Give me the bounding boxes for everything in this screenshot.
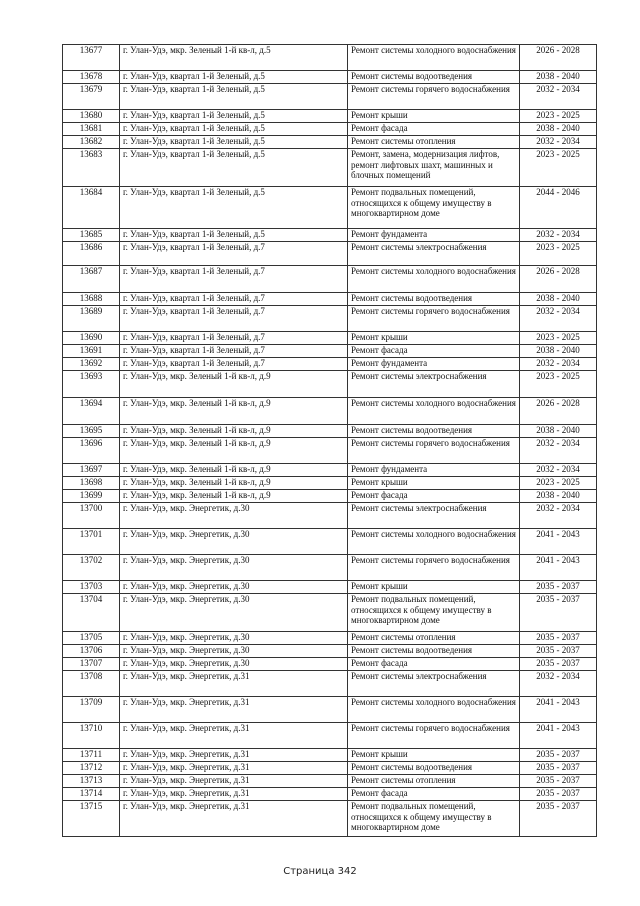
row-address: г. Улан-Удэ, квартал 1-й Зеленый, д.5 bbox=[120, 149, 348, 187]
row-number: 13708 bbox=[63, 671, 120, 697]
table-row bbox=[63, 229, 597, 242]
table-row bbox=[63, 110, 597, 123]
repair-schedule-table bbox=[62, 44, 597, 837]
row-number: 13697 bbox=[63, 464, 120, 477]
table-row bbox=[63, 345, 597, 358]
table-row bbox=[63, 266, 597, 293]
row-number: 13694 bbox=[63, 398, 120, 425]
row-number: 13706 bbox=[63, 645, 120, 658]
table-row bbox=[63, 242, 597, 266]
row-work-type: Ремонт системы отопления bbox=[348, 136, 520, 149]
row-address: г. Улан-Удэ, мкр. Зеленый 1-й кв-л, д.9 bbox=[120, 477, 348, 490]
row-address: г. Улан-Удэ, квартал 1-й Зеленый, д.7 bbox=[120, 266, 348, 293]
row-address: г. Улан-Удэ, квартал 1-й Зеленый, д.7 bbox=[120, 293, 348, 306]
row-period: 2032 - 2034 bbox=[520, 438, 597, 464]
row-work-type: Ремонт фасада bbox=[348, 658, 520, 671]
row-number: 13695 bbox=[63, 425, 120, 438]
table-row bbox=[63, 594, 597, 632]
row-number: 13703 bbox=[63, 581, 120, 594]
row-address: г. Улан-Удэ, квартал 1-й Зеленый, д.7 bbox=[120, 242, 348, 266]
row-work-type: Ремонт фасада bbox=[348, 123, 520, 136]
row-work-type: Ремонт системы электроснабжения bbox=[348, 671, 520, 697]
table-row bbox=[63, 490, 597, 503]
row-work-type: Ремонт системы водоотведения bbox=[348, 71, 520, 84]
table-row bbox=[63, 45, 597, 71]
row-number: 13681 bbox=[63, 123, 120, 136]
row-number: 13715 bbox=[63, 801, 120, 837]
row-number: 13692 bbox=[63, 358, 120, 371]
table-body bbox=[63, 45, 597, 837]
row-period: 2035 - 2037 bbox=[520, 801, 597, 837]
row-number: 13685 bbox=[63, 229, 120, 242]
row-address: г. Улан-Удэ, мкр. Зеленый 1-й кв-л, д.9 bbox=[120, 371, 348, 398]
row-work-type: Ремонт фасада bbox=[348, 345, 520, 358]
row-work-type: Ремонт подвальных помещений, относящихся к общему имуществу в многоквартирном доме bbox=[348, 801, 520, 837]
row-address: г. Улан-Удэ, мкр. Зеленый 1-й кв-л, д.5 bbox=[120, 45, 348, 71]
row-period: 2023 - 2025 bbox=[520, 242, 597, 266]
row-work-type: Ремонт фундамента bbox=[348, 229, 520, 242]
row-period: 2032 - 2034 bbox=[520, 306, 597, 332]
row-period: 2035 - 2037 bbox=[520, 632, 597, 645]
row-work-type: Ремонт системы холодного водоснабжения bbox=[348, 266, 520, 293]
row-period: 2026 - 2028 bbox=[520, 45, 597, 71]
row-address: г. Улан-Удэ, квартал 1-й Зеленый, д.5 bbox=[120, 187, 348, 229]
row-number: 13693 bbox=[63, 371, 120, 398]
row-number: 13687 bbox=[63, 266, 120, 293]
row-period: 2023 - 2025 bbox=[520, 477, 597, 490]
row-number: 13690 bbox=[63, 332, 120, 345]
row-number: 13699 bbox=[63, 490, 120, 503]
table-row bbox=[63, 464, 597, 477]
repair-schedule-table-wrapper bbox=[62, 44, 588, 837]
row-work-type: Ремонт фундамента bbox=[348, 358, 520, 371]
row-address: г. Улан-Удэ, квартал 1-й Зеленый, д.7 bbox=[120, 358, 348, 371]
table-row bbox=[63, 84, 597, 110]
row-number: 13686 bbox=[63, 242, 120, 266]
row-period: 2032 - 2034 bbox=[520, 84, 597, 110]
row-address: г. Улан-Удэ, квартал 1-й Зеленый, д.5 bbox=[120, 71, 348, 84]
row-address: г. Улан-Удэ, мкр. Энергетик, д.31 bbox=[120, 723, 348, 749]
table-row bbox=[63, 762, 597, 775]
row-number: 13707 bbox=[63, 658, 120, 671]
table-row bbox=[63, 358, 597, 371]
row-address: г. Улан-Удэ, мкр. Энергетик, д.30 bbox=[120, 503, 348, 529]
row-address: г. Улан-Удэ, квартал 1-й Зеленый, д.5 bbox=[120, 229, 348, 242]
row-number: 13688 bbox=[63, 293, 120, 306]
row-address: г. Улан-Удэ, мкр. Энергетик, д.30 bbox=[120, 645, 348, 658]
row-address: г. Улан-Удэ, квартал 1-й Зеленый, д.5 bbox=[120, 110, 348, 123]
row-address: г. Улан-Удэ, мкр. Энергетик, д.31 bbox=[120, 671, 348, 697]
row-work-type: Ремонт фасада bbox=[348, 788, 520, 801]
table-row bbox=[63, 293, 597, 306]
table-row bbox=[63, 187, 597, 229]
row-address: г. Улан-Удэ, мкр. Зеленый 1-й кв-л, д.9 bbox=[120, 425, 348, 438]
row-number: 13700 bbox=[63, 503, 120, 529]
row-period: 2041 - 2043 bbox=[520, 697, 597, 723]
row-period: 2038 - 2040 bbox=[520, 123, 597, 136]
row-address: г. Улан-Удэ, квартал 1-й Зеленый, д.5 bbox=[120, 136, 348, 149]
row-address: г. Улан-Удэ, мкр. Энергетик, д.30 bbox=[120, 658, 348, 671]
row-period: 2038 - 2040 bbox=[520, 293, 597, 306]
table-row bbox=[63, 723, 597, 749]
table-row bbox=[63, 581, 597, 594]
row-number: 13704 bbox=[63, 594, 120, 632]
row-number: 13714 bbox=[63, 788, 120, 801]
row-address: г. Улан-Удэ, мкр. Энергетик, д.31 bbox=[120, 697, 348, 723]
row-address: г. Улан-Удэ, мкр. Энергетик, д.31 bbox=[120, 788, 348, 801]
row-period: 2023 - 2025 bbox=[520, 371, 597, 398]
row-address: г. Улан-Удэ, квартал 1-й Зеленый, д.5 bbox=[120, 84, 348, 110]
row-number: 13684 bbox=[63, 187, 120, 229]
row-work-type: Ремонт фасада bbox=[348, 490, 520, 503]
row-number: 13678 bbox=[63, 71, 120, 84]
row-work-type: Ремонт системы электроснабжения bbox=[348, 371, 520, 398]
row-work-type: Ремонт системы отопления bbox=[348, 775, 520, 788]
table-row bbox=[63, 477, 597, 490]
row-period: 2044 - 2046 bbox=[520, 187, 597, 229]
row-period: 2032 - 2034 bbox=[520, 358, 597, 371]
table-row bbox=[63, 438, 597, 464]
row-period: 2041 - 2043 bbox=[520, 555, 597, 581]
row-address: г. Улан-Удэ, мкр. Энергетик, д.31 bbox=[120, 775, 348, 788]
row-work-type: Ремонт системы водоотведения bbox=[348, 762, 520, 775]
row-number: 13713 bbox=[63, 775, 120, 788]
row-work-type: Ремонт подвальных помещений, относящихся к общему имуществу в многоквартирном доме bbox=[348, 187, 520, 229]
row-period: 2035 - 2037 bbox=[520, 645, 597, 658]
table-row bbox=[63, 306, 597, 332]
row-period: 2032 - 2034 bbox=[520, 136, 597, 149]
row-work-type: Ремонт системы холодного водоснабжения bbox=[348, 398, 520, 425]
row-work-type: Ремонт крыши bbox=[348, 749, 520, 762]
row-period: 2038 - 2040 bbox=[520, 345, 597, 358]
table-row bbox=[63, 503, 597, 529]
table-row bbox=[63, 425, 597, 438]
table-row bbox=[63, 136, 597, 149]
row-address: г. Улан-Удэ, мкр. Зеленый 1-й кв-л, д.9 bbox=[120, 438, 348, 464]
row-period: 2035 - 2037 bbox=[520, 749, 597, 762]
row-address: г. Улан-Удэ, мкр. Зеленый 1-й кв-л, д.9 bbox=[120, 490, 348, 503]
row-number: 13709 bbox=[63, 697, 120, 723]
row-number: 13696 bbox=[63, 438, 120, 464]
row-period: 2026 - 2028 bbox=[520, 266, 597, 293]
row-period: 2035 - 2037 bbox=[520, 594, 597, 632]
table-row bbox=[63, 801, 597, 837]
row-work-type: Ремонт системы горячего водоснабжения bbox=[348, 723, 520, 749]
row-work-type: Ремонт подвальных помещений, относящихся к общему имуществу в многоквартирном доме bbox=[348, 594, 520, 632]
page-number: Страница 342 bbox=[283, 866, 357, 877]
row-address: г. Улан-Удэ, квартал 1-й Зеленый, д.7 bbox=[120, 306, 348, 332]
row-number: 13698 bbox=[63, 477, 120, 490]
row-period: 2038 - 2040 bbox=[520, 425, 597, 438]
table-row bbox=[63, 149, 597, 187]
table-row bbox=[63, 555, 597, 581]
row-work-type: Ремонт системы электроснабжения bbox=[348, 503, 520, 529]
row-number: 13701 bbox=[63, 529, 120, 555]
row-address: г. Улан-Удэ, мкр. Энергетик, д.30 bbox=[120, 555, 348, 581]
row-address: г. Улан-Удэ, мкр. Энергетик, д.31 bbox=[120, 801, 348, 837]
row-work-type: Ремонт фундамента bbox=[348, 464, 520, 477]
table-row bbox=[63, 749, 597, 762]
row-number: 13711 bbox=[63, 749, 120, 762]
row-number: 13710 bbox=[63, 723, 120, 749]
row-number: 13705 bbox=[63, 632, 120, 645]
row-work-type: Ремонт системы электроснабжения bbox=[348, 242, 520, 266]
table-row bbox=[63, 697, 597, 723]
table-row bbox=[63, 529, 597, 555]
row-address: г. Улан-Удэ, мкр. Энергетик, д.30 bbox=[120, 529, 348, 555]
row-work-type: Ремонт системы водоотведения bbox=[348, 425, 520, 438]
table-row bbox=[63, 658, 597, 671]
row-address: г. Улан-Удэ, мкр. Энергетик, д.30 bbox=[120, 581, 348, 594]
row-work-type: Ремонт крыши bbox=[348, 477, 520, 490]
row-work-type: Ремонт, замена, модернизация лифтов, ремонт лифтовых шахт, машинных и блочных помещений bbox=[348, 149, 520, 187]
row-work-type: Ремонт системы холодного водоснабжения bbox=[348, 529, 520, 555]
row-number: 13682 bbox=[63, 136, 120, 149]
row-work-type: Ремонт системы холодного водоснабжения bbox=[348, 697, 520, 723]
table-row bbox=[63, 371, 597, 398]
row-period: 2023 - 2025 bbox=[520, 332, 597, 345]
row-address: г. Улан-Удэ, квартал 1-й Зеленый, д.7 bbox=[120, 332, 348, 345]
row-work-type: Ремонт системы горячего водоснабжения bbox=[348, 84, 520, 110]
row-period: 2035 - 2037 bbox=[520, 788, 597, 801]
row-period: 2035 - 2037 bbox=[520, 762, 597, 775]
row-work-type: Ремонт системы отопления bbox=[348, 632, 520, 645]
row-number: 13680 bbox=[63, 110, 120, 123]
row-period: 2041 - 2043 bbox=[520, 723, 597, 749]
row-address: г. Улан-Удэ, мкр. Энергетик, д.31 bbox=[120, 749, 348, 762]
table-row bbox=[63, 788, 597, 801]
table-row bbox=[63, 332, 597, 345]
row-period: 2035 - 2037 bbox=[520, 775, 597, 788]
table-row bbox=[63, 645, 597, 658]
row-address: г. Улан-Удэ, квартал 1-й Зеленый, д.7 bbox=[120, 345, 348, 358]
row-period: 2038 - 2040 bbox=[520, 490, 597, 503]
row-number: 13702 bbox=[63, 555, 120, 581]
table-row bbox=[63, 775, 597, 788]
row-address: г. Улан-Удэ, мкр. Зеленый 1-й кв-л, д.9 bbox=[120, 398, 348, 425]
row-number: 13689 bbox=[63, 306, 120, 332]
table-row bbox=[63, 71, 597, 84]
row-work-type: Ремонт системы горячего водоснабжения bbox=[348, 438, 520, 464]
row-work-type: Ремонт системы водоотведения bbox=[348, 293, 520, 306]
row-address: г. Улан-Удэ, мкр. Энергетик, д.30 bbox=[120, 594, 348, 632]
table-row bbox=[63, 671, 597, 697]
row-period: 2032 - 2034 bbox=[520, 464, 597, 477]
row-address: г. Улан-Удэ, мкр. Энергетик, д.30 bbox=[120, 632, 348, 645]
table-row bbox=[63, 398, 597, 425]
row-work-type: Ремонт крыши bbox=[348, 332, 520, 345]
table-row bbox=[63, 123, 597, 136]
row-address: г. Улан-Удэ, мкр. Энергетик, д.31 bbox=[120, 762, 348, 775]
row-period: 2032 - 2034 bbox=[520, 229, 597, 242]
row-address: г. Улан-Удэ, мкр. Зеленый 1-й кв-л, д.9 bbox=[120, 464, 348, 477]
row-period: 2041 - 2043 bbox=[520, 529, 597, 555]
row-number: 13683 bbox=[63, 149, 120, 187]
table-row bbox=[63, 632, 597, 645]
row-work-type: Ремонт крыши bbox=[348, 581, 520, 594]
row-period: 2023 - 2025 bbox=[520, 110, 597, 123]
row-work-type: Ремонт системы горячего водоснабжения bbox=[348, 306, 520, 332]
row-period: 2023 - 2025 bbox=[520, 149, 597, 187]
row-period: 2032 - 2034 bbox=[520, 503, 597, 529]
row-work-type: Ремонт системы холодного водоснабжения bbox=[348, 45, 520, 71]
row-address: г. Улан-Удэ, квартал 1-й Зеленый, д.5 bbox=[120, 123, 348, 136]
row-work-type: Ремонт крыши bbox=[348, 110, 520, 123]
row-period: 2035 - 2037 bbox=[520, 658, 597, 671]
row-number: 13677 bbox=[63, 45, 120, 71]
row-number: 13691 bbox=[63, 345, 120, 358]
row-period: 2038 - 2040 bbox=[520, 71, 597, 84]
row-number: 13679 bbox=[63, 84, 120, 110]
row-number: 13712 bbox=[63, 762, 120, 775]
row-work-type: Ремонт системы водоотведения bbox=[348, 645, 520, 658]
row-period: 2026 - 2028 bbox=[520, 398, 597, 425]
row-period: 2035 - 2037 bbox=[520, 581, 597, 594]
row-work-type: Ремонт системы горячего водоснабжения bbox=[348, 555, 520, 581]
row-period: 2032 - 2034 bbox=[520, 671, 597, 697]
